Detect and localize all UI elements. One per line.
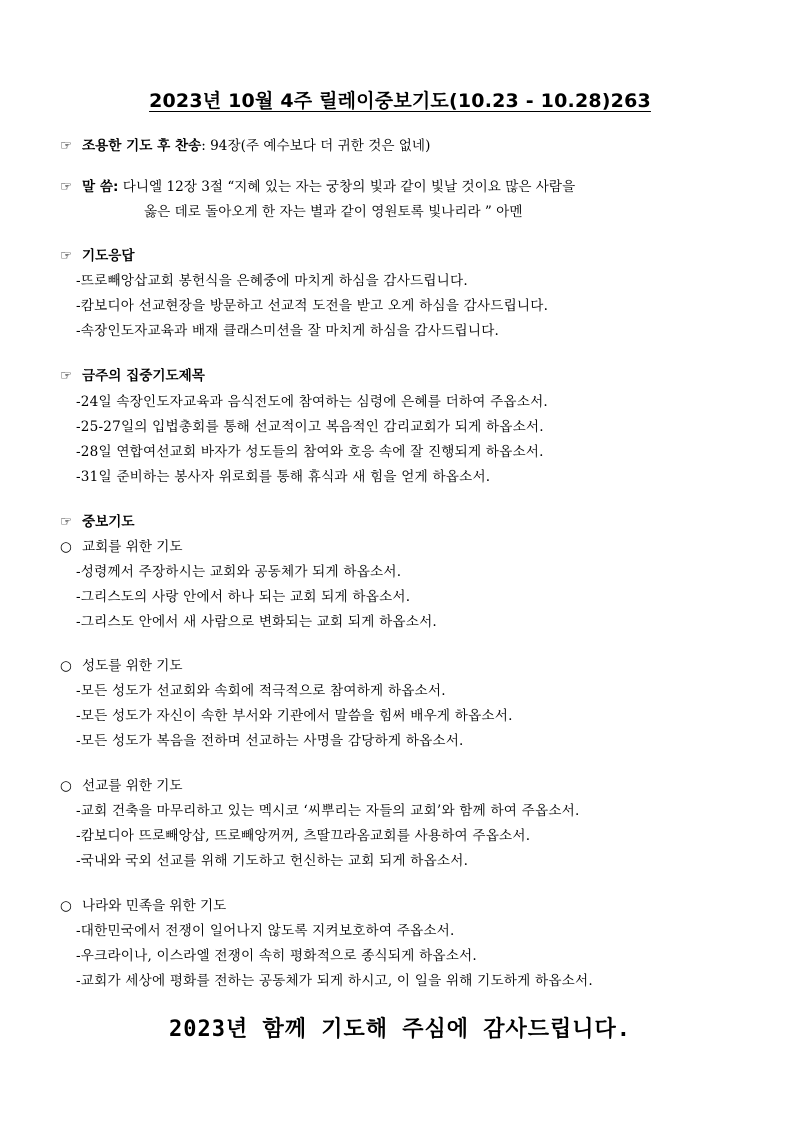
list-item: -성령께서 주장하시는 교회와 공동체가 되게 하옵소서.: [76, 564, 402, 580]
list-item: -교회 건축을 마무리하고 있는 멕시코 ‘씨뿌리는 자들의 교회’와 함께 하여 주옵소서.: [76, 803, 580, 819]
group-title: 성도를 위한 기도: [82, 658, 183, 674]
answers-heading: 기도응답: [82, 248, 135, 264]
word-label: 말 씀:: [82, 179, 119, 195]
word-text-line1: 다니엘 12장 3절 “지혜 있는 자는 궁창의 빛과 같이 빛날 것이요 많은 사람을: [122, 179, 576, 195]
list-item: -28일 연합여선교회 바자가 성도들의 참여와 호응 속에 잘 진행되게 하옵소서.: [76, 444, 544, 460]
list-item: -속장인도자교육과 배재 클래스미션을 잘 마치게 하심을 감사드립니다.: [76, 323, 500, 339]
list-item: -국내와 국외 선교를 위해 기도하고 헌신하는 교회 되게 하옵소서.: [76, 853, 469, 869]
list-item: -대한민국에서 전쟁이 일어나지 않도록 지켜보호하여 주옵소서.: [76, 923, 455, 939]
focus-heading-row: [60, 366, 205, 386]
group-heading-nation: [60, 896, 226, 916]
group-title: 선교를 위한 기도: [82, 778, 183, 794]
page-title: 2023년 10월 4주 릴레이중보기도(10.23 - 10.28)263: [149, 90, 651, 112]
list-item: -뜨로빼앙삽교회 봉헌식을 은혜중에 마치게 하심을 감사드립니다.: [76, 273, 468, 289]
word-line-2: [144, 202, 522, 222]
circle-bullet-icon: ○: [60, 658, 72, 674]
hymn-label: 조용한 기도 후 찬송: [82, 138, 202, 154]
group-heading-church: [60, 537, 183, 557]
list-item: -25-27일의 입법총회를 통해 선교적이고 복음적인 감리교회가 되게 하옵소서.: [76, 419, 544, 435]
list-item: -그리스도 안에서 새 사람으로 변화되는 교회 되게 하옵소서.: [76, 614, 437, 630]
pointing-hand-icon: ☞: [60, 248, 73, 264]
hymn-line: [60, 136, 430, 156]
answers-heading-row: [60, 246, 135, 266]
intercession-heading-row: [60, 512, 135, 532]
list-item: -31일 준비하는 봉사자 위로회를 통해 휴식과 새 힘을 얻게 하옵소서.: [76, 469, 491, 485]
word-line: [60, 177, 575, 197]
list-item: -모든 성도가 복음을 전하며 선교하는 사명을 감당하게 하옵소서.: [76, 733, 464, 749]
closing-message: 2023년 함께 기도해 주심에 감사드립니다.: [169, 1017, 631, 1042]
pointing-hand-icon: ☞: [60, 138, 73, 154]
pointing-hand-icon: ☞: [60, 514, 73, 530]
group-heading-mission: [60, 776, 183, 796]
word-text-line2: 옳은 데로 돌아오게 한 자는 별과 같이 영원토록 빛나리라 ” 아멘: [144, 204, 523, 220]
intercession-heading: 중보기도: [82, 514, 135, 530]
list-item: -그리스도의 사랑 안에서 하나 되는 교회 되게 하옵소서.: [76, 589, 411, 605]
focus-heading: 금주의 집중기도제목: [82, 368, 205, 384]
list-item: -우크라이나, 이스라엘 전쟁이 속히 평화적으로 종식되게 하옵소서.: [76, 948, 477, 964]
group-title: 교회를 위한 기도: [82, 539, 183, 555]
circle-bullet-icon: ○: [60, 778, 72, 794]
list-item: -모든 성도가 선교회와 속회에 적극적으로 참여하게 하옵소서.: [76, 683, 446, 699]
list-item: -모든 성도가 자신이 속한 부서와 기관에서 말씀을 힘써 배우게 하옵소서.: [76, 708, 513, 724]
group-title: 나라와 민족을 위한 기도: [82, 898, 227, 914]
list-item: -캄보디아 선교현장을 방문하고 선교적 도전을 받고 오게 하심을 감사드립니다.: [76, 298, 549, 314]
list-item: -교회가 세상에 평화를 전하는 공동체가 되게 하시고, 이 일을 위해 기도하게 하옵소서.: [76, 973, 593, 989]
hymn-text: : 94장(주 예수보다 더 귀한 것은 없네): [201, 138, 431, 154]
circle-bullet-icon: ○: [60, 539, 72, 555]
pointing-hand-icon: ☞: [60, 179, 73, 195]
list-item: -캄보디아 뜨로빼앙삽, 뜨로빼앙꺼꺼, 츠딸끄라옴교회를 사용하여 주옵소서.: [76, 828, 531, 844]
pointing-hand-icon: ☞: [60, 368, 73, 384]
list-item: -24일 속장인도자교육과 음식전도에 참여하는 심령에 은혜를 더하여 주옵소서.: [76, 394, 548, 410]
circle-bullet-icon: ○: [60, 898, 72, 914]
group-heading-saints: [60, 656, 183, 676]
